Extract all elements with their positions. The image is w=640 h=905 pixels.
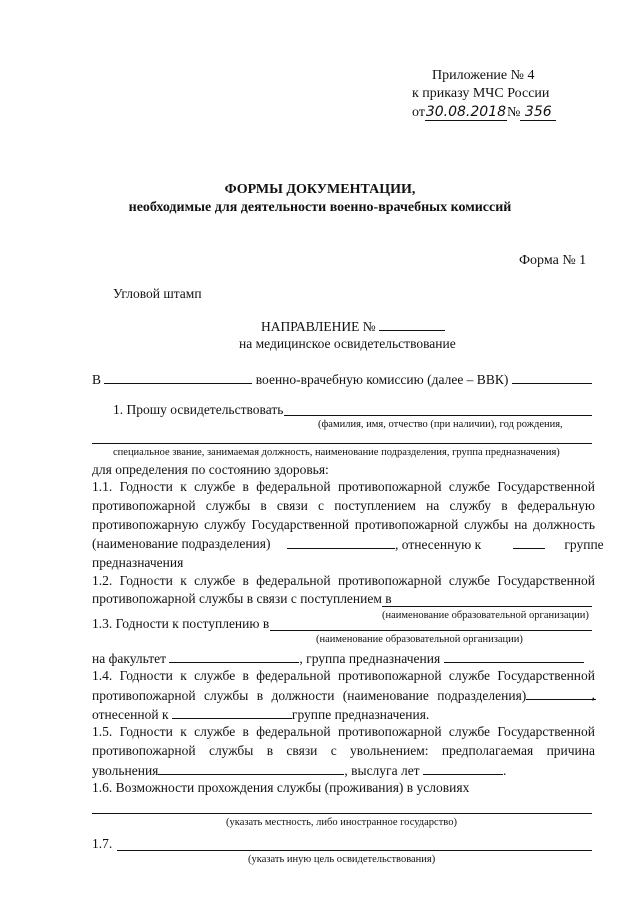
p1-2-l2: противопожарной службы в связи с поступлением в [92,591,392,606]
to-middle-text: военно-врачебную комиссию (далее – ВВК) [255,372,509,387]
p1-5-line-2: противопожарной службы в связи с увольнением: предполагаемая причина [92,743,595,758]
p1-3-l2b: , группа предназначения [299,651,441,666]
p1-1-line-1: 1.1. Годности к службе в федеральной противопожарной службе Государственной [92,479,595,494]
p1-4-line-3 [92,706,429,723]
p1-1-l4b: , отнесенную к [395,537,482,552]
to-line [92,371,592,388]
p1-1-line-4 [92,536,270,552]
appendix-line-1: Приложение № 4 [432,68,535,83]
date-prefix: от [412,105,425,120]
vvk-location-field[interactable] [104,371,252,384]
p1-5-l3b: , выслуга лет [344,763,420,778]
p1-7-hint: (указать иную цель освидетельствования) [248,854,436,865]
referral-heading [261,318,445,335]
p1-4-subdivision-field[interactable] [526,687,596,700]
p1-2-line-2 [92,591,392,607]
p1-5-line-3 [92,762,506,779]
p1-1-line-4c [513,536,604,553]
p1-1-line-5: предназначения [92,555,184,570]
p1-6-hint: (указать местность, либо иностранное государство) [226,817,457,828]
p1-1-line-2: противопожарной службы в связи с поступлением на службу в федеральную [92,498,595,513]
examinee-field-line[interactable] [284,415,592,416]
p1-3-group-field[interactable] [444,650,584,663]
p1-3-hint: (наименование образовательной организации) [316,634,523,645]
referral-heading-text: НАПРАВЛЕНИЕ № [261,319,376,334]
p1-4-l2end: , [591,687,595,702]
referral-subheading: на медицинское освидетельствование [239,336,456,351]
subdivision-field[interactable] [287,536,395,549]
p1-4-l3b: группе предназначения. [291,707,430,722]
p1-2-org-field[interactable] [382,606,592,607]
faculty-field[interactable] [169,650,299,663]
corner-stamp-label: Угловой штамп [113,286,202,301]
document-subtitle: необходимые для деятельности военно-врачебных комиссий [128,200,512,215]
item-1-hint-2: специальное звание, занимаемая должность, наименование подразделения, группа предназначения) [113,447,560,458]
p1-5-line-1: 1.5. Годности к службе в федеральной противопожарной службе Государственной [92,724,595,739]
p1-3-org-field[interactable] [270,630,592,631]
p1-2-hint: (наименование образовательной организации) [382,610,589,621]
appendix-line-3 [412,104,556,121]
group-field[interactable] [513,536,545,549]
p1-1-line-4b [287,536,503,553]
p1-6-location-field[interactable] [92,813,592,814]
dismissal-reason-field[interactable] [158,762,344,775]
p1-7-label: 1.7. [92,836,113,851]
item-1-hint-1: (фамилия, имя, отчество (при наличии), год рождения, [318,419,563,430]
vvk-name-field[interactable] [512,371,592,384]
p1-4-l2: противопожарной службы в должности (наименование подразделения) [92,688,527,703]
p1-7-field[interactable] [117,850,592,851]
p1-1-l4a: (наименование подразделения) [92,536,271,551]
p1-4-group-field[interactable] [172,706,292,719]
order-date: 30.08.2018 [425,104,507,120]
p1-1-l4c: группе [564,537,604,552]
p1-3-line-1: 1.3. Годности к поступлению в [92,616,270,631]
p1-6-line-1: 1.6. Возможности прохождения службы (проживания) в условиях [92,780,470,795]
p1-5-l3c: . [502,763,507,778]
referral-number-field[interactable] [379,318,445,331]
p1-3-line-2 [92,650,584,667]
service-years-field[interactable] [423,762,503,775]
examinee-field-line-2[interactable] [92,443,592,444]
p1-3-l2a: на факультет [92,651,167,666]
document-title: ФОРМЫ ДОКУМЕНТАЦИИ, [224,182,416,197]
to-prefix: В [92,372,102,387]
p1-2-line-1: 1.2. Годности к службе в федеральной противопожарной службе Государственной [92,573,595,588]
p1-1-line-3: противопожарную службу Государственной противопожарной службы на должность [92,517,595,532]
item-1-text: 1. Прошу освидетельствовать [113,402,284,417]
form-label: Форма № 1 [519,253,587,268]
order-number: 356 [520,104,556,121]
p1-4-l3a: отнесенной к [92,707,169,722]
number-prefix: № [506,105,521,120]
p1-5-l3a: увольнения [92,763,159,778]
item-1-purpose: для определения по состоянию здоровья: [92,462,329,477]
appendix-line-2: к приказу МЧС России [412,86,550,101]
p1-4-line-2 [92,687,595,704]
p1-4-line-1: 1.4. Годности к службе в федеральной противопожарной службе Государственной [92,668,595,683]
